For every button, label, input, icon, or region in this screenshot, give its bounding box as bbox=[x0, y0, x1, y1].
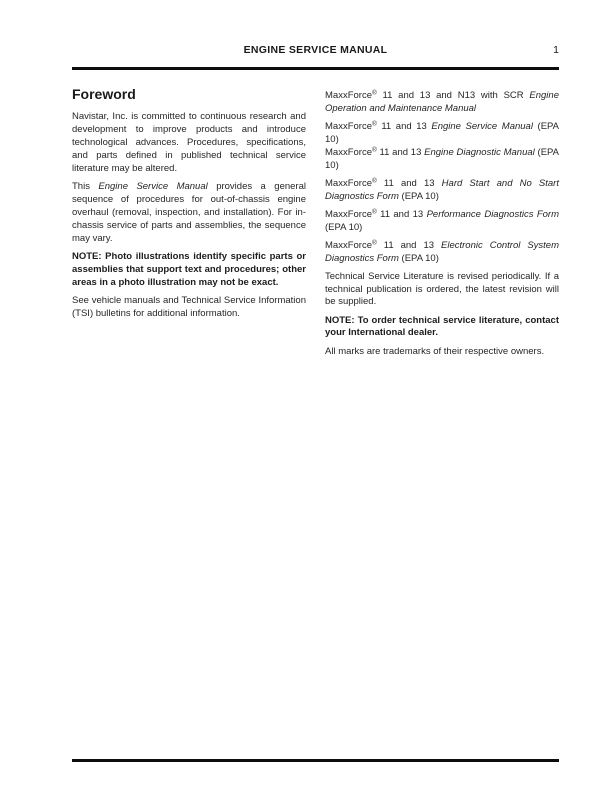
manual-title: Engine Operation and Maintenance Manual bbox=[325, 90, 559, 114]
registered-trademark-symbol: ® bbox=[371, 146, 377, 154]
page-number: 1 bbox=[553, 44, 559, 56]
brand-name: MaxxForce bbox=[325, 147, 372, 158]
literature-item bbox=[325, 178, 559, 203]
header-rule bbox=[72, 67, 559, 70]
item-text: 11 and 13 bbox=[376, 240, 442, 251]
paragraph-revision: Technical Service Literature is revised periodically. If a technical publication is ordered, the latest revision will be supplied. bbox=[325, 271, 559, 307]
registered-trademark-symbol: ® bbox=[371, 120, 377, 128]
literature-item bbox=[325, 121, 559, 146]
brand-name: MaxxForce bbox=[325, 178, 372, 189]
literature-item bbox=[325, 240, 559, 265]
footer-rule bbox=[72, 759, 559, 762]
right-column bbox=[325, 86, 559, 364]
text-segment: provides a general sequence of procedures for out-of-chassis engine overhaul (removal, inspection, and installation). For in-chassis service of parts and assemblies, the sequence may vary. bbox=[72, 181, 306, 244]
note-order-literature: NOTE: To order technical service literature, contact your International dealer. bbox=[325, 314, 559, 338]
content-columns bbox=[72, 86, 559, 364]
item-text: 11 and 13 bbox=[376, 178, 442, 189]
page-title: ENGINE SERVICE MANUAL bbox=[243, 44, 388, 56]
item-text: 11 and 13 bbox=[376, 121, 432, 132]
item-suffix: (EPA 10) bbox=[398, 190, 439, 202]
literature-item bbox=[325, 90, 559, 115]
text-segment: This bbox=[72, 181, 99, 192]
foreword-heading: Foreword bbox=[72, 86, 136, 102]
item-text: 11 and 13 bbox=[376, 209, 427, 220]
manual-title: Electronic Control System Diagnostics Form bbox=[325, 240, 559, 264]
note-photo-illustrations: NOTE: Photo illustrations identify specific parts or assemblies that support text and procedures; other areas in a photo illustration may not be exact. bbox=[72, 251, 306, 288]
brand-name: MaxxForce bbox=[325, 90, 372, 101]
manual-title: Engine Diagnostic Manual bbox=[424, 147, 535, 158]
registered-trademark-symbol: ® bbox=[371, 239, 377, 247]
registered-trademark-symbol: ® bbox=[371, 208, 377, 216]
item-text: 11 and 13 and N13 with SCR bbox=[376, 90, 530, 101]
brand-name: MaxxForce bbox=[325, 209, 372, 220]
item-text: 11 and 13 bbox=[376, 147, 425, 158]
registered-trademark-symbol: ® bbox=[371, 177, 377, 185]
item-suffix: (EPA 10) bbox=[325, 221, 363, 233]
manual-title: Hard Start and No Start Diagnostics Form bbox=[325, 178, 559, 202]
paragraph-see-manuals: See vehicle manuals and Technical Service Information (TSI) bulletins for additional information. bbox=[72, 295, 306, 319]
brand-name: MaxxForce bbox=[325, 240, 372, 251]
item-suffix: (EPA 10) bbox=[325, 121, 559, 145]
paragraph-research: Navistar, Inc. is committed to continuous research and development to improve products and introduce technological advances. Procedures, specifications, and parts defined in published technical service literature may be altered. bbox=[72, 111, 306, 174]
literature-item bbox=[325, 209, 559, 234]
paragraph-manual-purpose bbox=[72, 180, 306, 245]
paragraph-trademarks: All marks are trademarks of their respective owners. bbox=[325, 345, 545, 357]
literature-item bbox=[325, 147, 559, 172]
manual-title: Performance Diagnostics Form bbox=[426, 209, 559, 220]
text-segment-italic: Engine Service Manual bbox=[98, 181, 208, 192]
left-column bbox=[72, 86, 306, 364]
brand-name: MaxxForce bbox=[325, 121, 372, 132]
item-suffix: (EPA 10) bbox=[398, 252, 439, 264]
manual-title: Engine Service Manual bbox=[431, 121, 533, 132]
item-suffix: (EPA 10) bbox=[325, 147, 560, 171]
registered-trademark-symbol: ® bbox=[371, 89, 377, 97]
